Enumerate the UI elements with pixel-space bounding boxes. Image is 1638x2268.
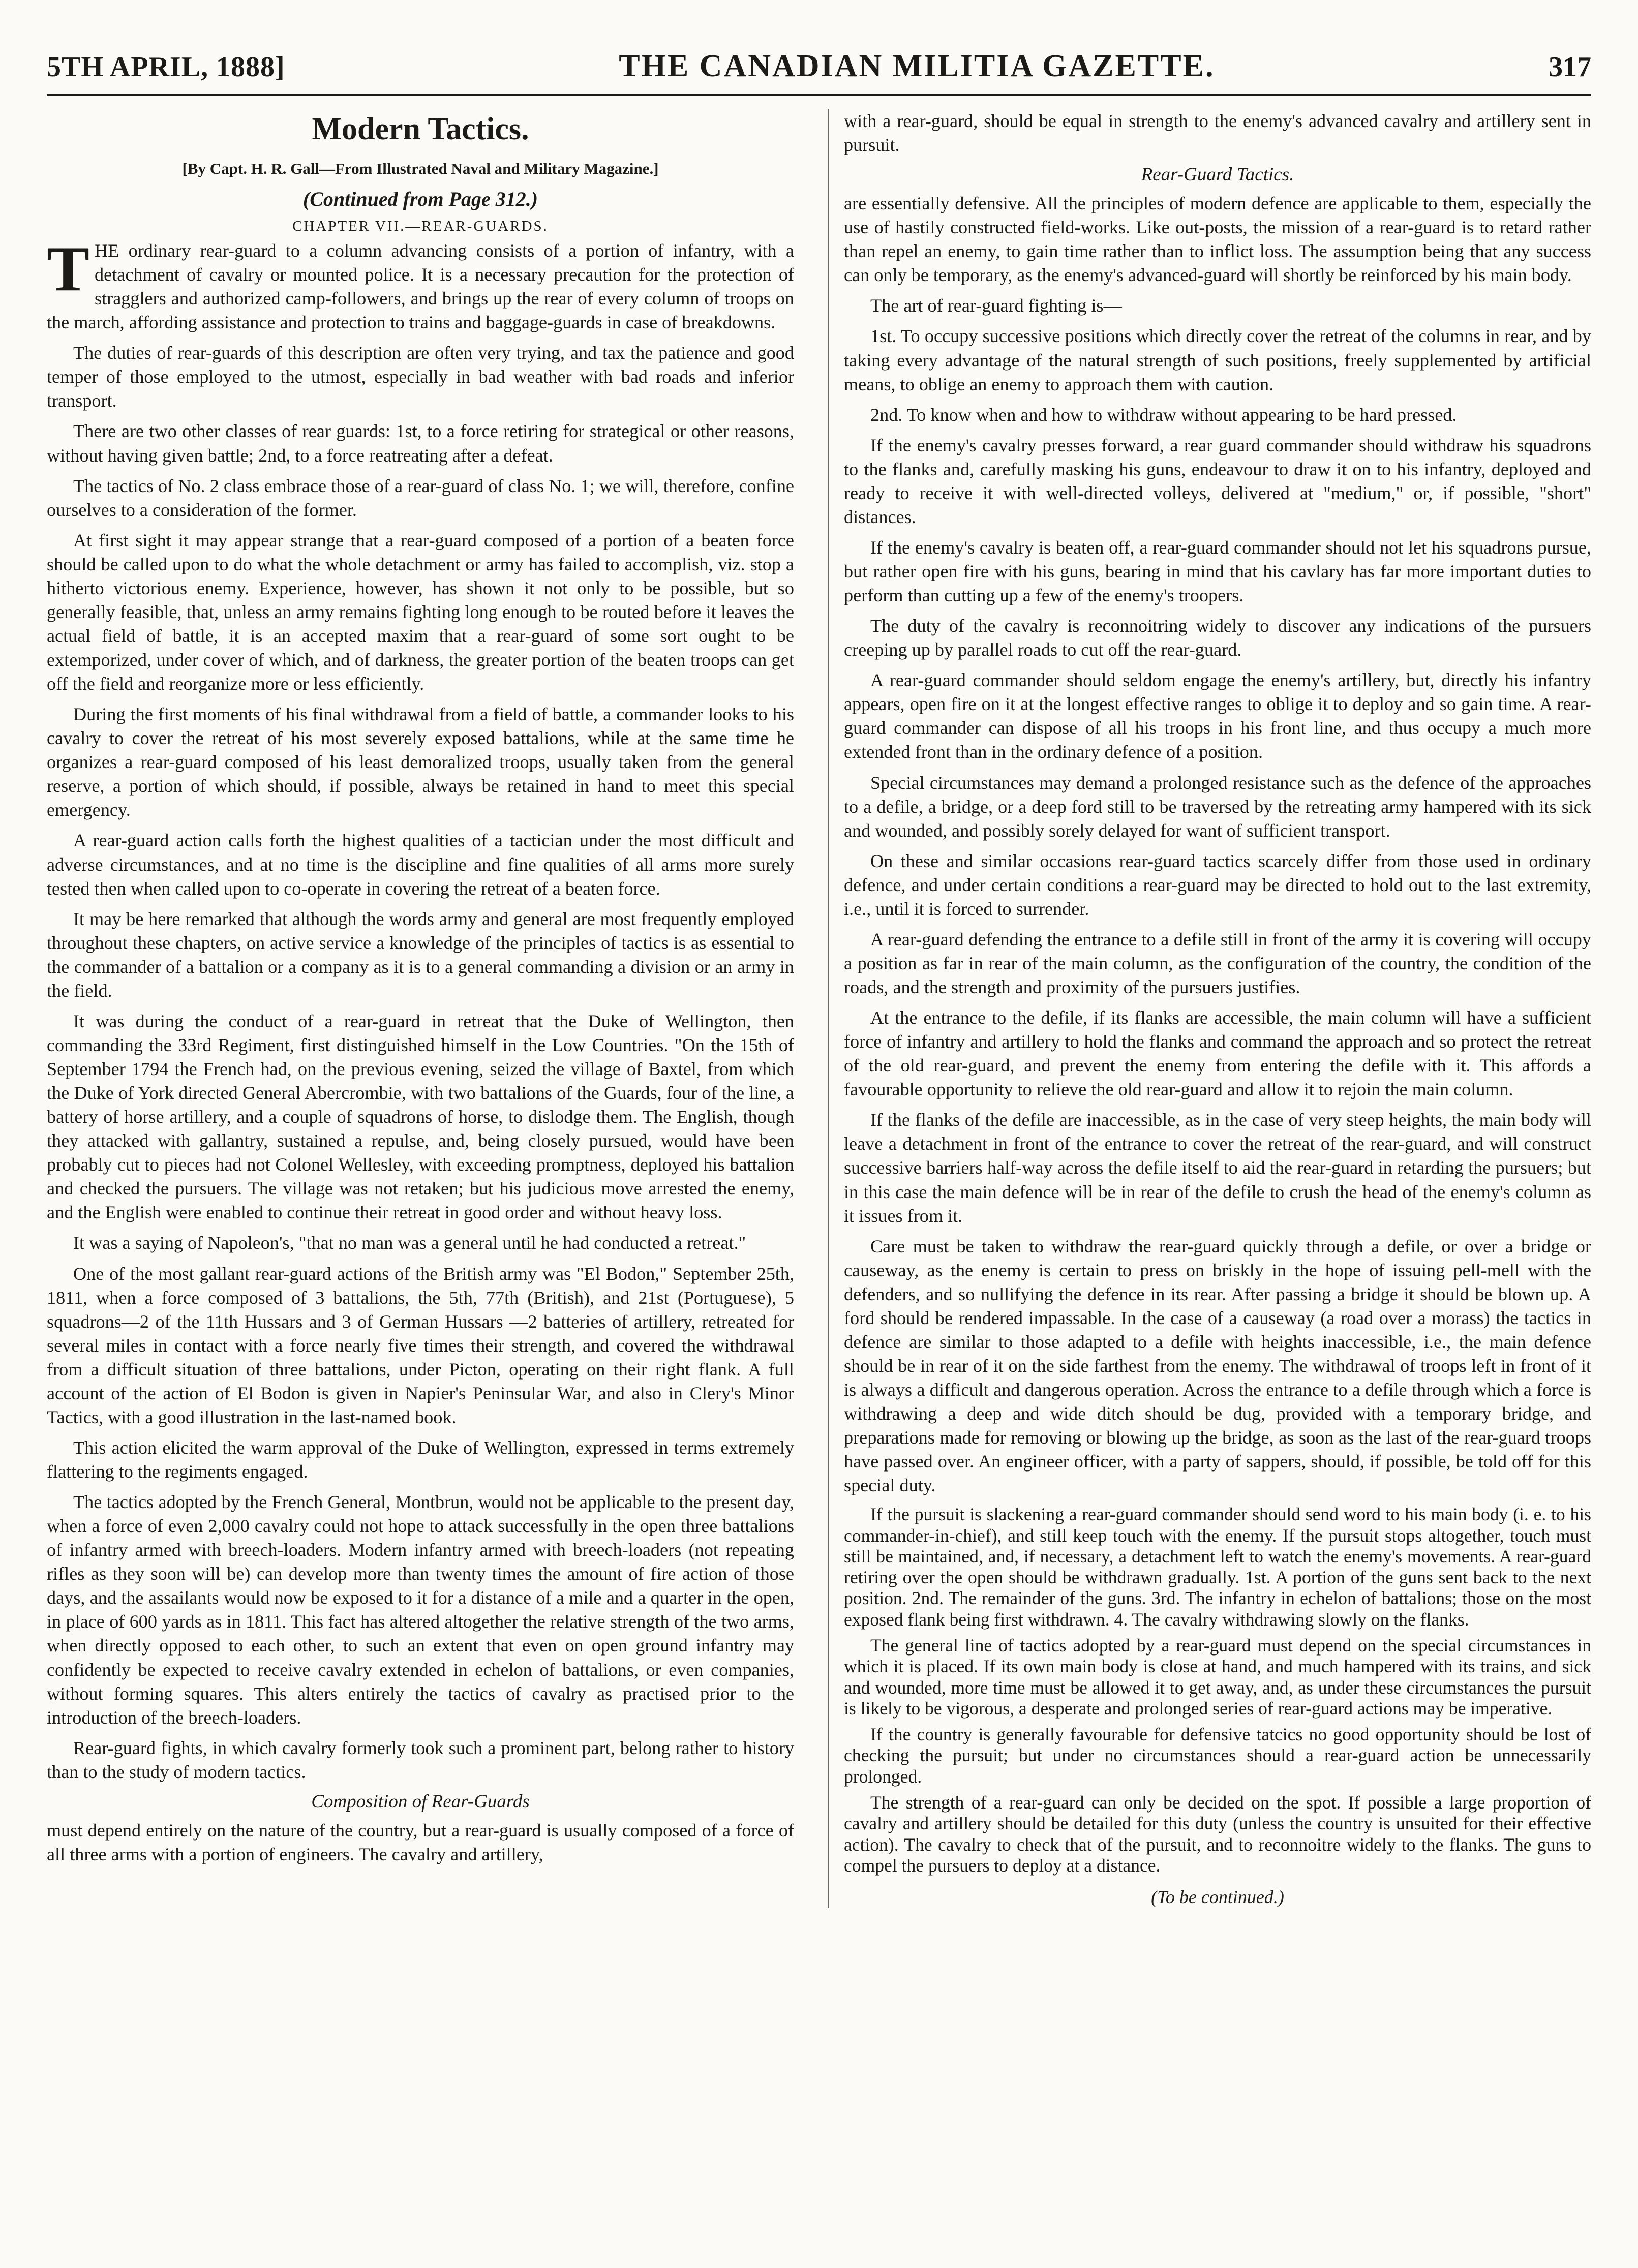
article-paragraph: At the entrance to the defile, if its flanks are accessible, the main column will have a sufficient force of infantry and artillery to hold the flanks and command the approach and so protect the retreat of the old rear-guard, and prevent the enemy from entering the defile with it. This affords a favourable opportunity to relieve the old rear-guard and allow it to rejoin the main column. [844, 1007, 1591, 1100]
column-right-body [844, 192, 1591, 1876]
article-paragraph: At first sight it may appear strange that a rear-guard composed of a portion of a beaten force should be called upon to do what the whole detachment or army has failed to accomplish, viz. stop a hitherto victorious enemy. Experience, however, has shown it not only to be possible, but so generally feasible, that, unless an army remains fighting long enough to be routed before it leaves the actual field of battle, it is an accepted maxim that a rear-guard of some sort ought to be extemporized, under cover of which, and of darkness, the greater portion of the beaten troops can get off the field and reorganize more or less efficiently. [47, 530, 794, 694]
column-right-intro: with a rear-guard, should be equal in strength to the enemy's advanced cavalry and artillery sent in pursuit. [844, 111, 1591, 156]
issue-date: 5TH APRIL, 1888] [47, 51, 285, 83]
article-paragraph: 2nd. To know when and how to withdraw without appearing to be hard pressed. [870, 404, 1457, 425]
article-paragraph: It may be here remarked that although the words army and general are most frequently employed throughout these chapters, on active service a knowledge of the principles of tactics is as essential to the commander of a battalion or a company as it is to a general commanding a division or an army in the field. [47, 908, 794, 1001]
article-title: Modern Tactics. [312, 112, 529, 146]
to-be-continued: (To be continued.) [1151, 1887, 1284, 1908]
page-number: 317 [1548, 51, 1591, 83]
article-paragraph: A rear-guard defending the entrance to a defile still in front of the army it is covering will occupy a position as far in rear of the main column, as the configuration of the country, the condition of the roads, and the strength and proximity of the pursuers justifies. [844, 929, 1591, 997]
article-paragraph: The duties of rear-guards of this description are often very trying, and tax the patience and good temper of those employed to the utmost, especially in bad weather with bad roads and inferior transport. [47, 343, 794, 411]
article-paragraph: If the pursuit is slackening a rear-guard commander should send word to his main body (i. e. to his commander-in-chief), and still keep touch with the enemy. If the pursuit stops altogether, touch must still be maintained, and, if necessary, a detachment left to watch the enemy's movements. A rear-guard retiring over the open should be withdrawn gradually. 1st. A portion of the guns sent back to the next position. 2nd. The remainder of the guns. 3rd. The infantry in echelon of battalions; those on the most exposed flank being first withdrawn. 4. The cavalry withdrawing slowly on the flanks. [844, 1504, 1591, 1630]
article-paragraph: On these and similar occasions rear-guard tactics scarcely differ from those used in ordinary defence, and under certain conditions a rear-guard may be directed to hold out to the last extremity, i.e., until it is forced to surrender. [844, 850, 1591, 919]
article-paragraph: Special circumstances may demand a prolonged resistance such as the defence of the approaches to a defile, a bridge, or a deep ford still to be traversed by the retreating army hampered with its sick and wounded, and possibly sorely delayed for want of sufficient transport. [844, 772, 1591, 841]
article-paragraph: A rear-guard action calls forth the highest qualities of a tactician under the most difficult and adverse circumstances, and at no time is the discipline and fine qualities of all arms more surely tested then when called upon to co-operate in covering the retreat of a beaten force. [47, 830, 794, 899]
article-paragraph [47, 234, 794, 334]
article-paragraph: 1st. To occupy successive positions which directly cover the retreat of the columns in rear, and by taking every advantage of the natural strength of such positions, freely supplemented by artificial means, to oblige an enemy to approach them with caution. [844, 326, 1591, 394]
article-paragraph: A rear-guard commander should seldom engage the enemy's artillery, but, directly his infantry appears, open fire on it at the longest effective ranges to oblige it to deploy and so gain time. A rear-guard commander can dispose of all his troops in his front line, and thus occupy a much more extended front than in the ordinary defence of a position. [844, 670, 1591, 762]
composition-text: must depend entirely on the nature of the country, but a rear-guard is usually composed of a force of all three arms with a portion of engineers. The cavalry and artillery, [47, 1820, 794, 1864]
article-paragraph: It was a saying of Napoleon's, "that no man was a general until he had conducted a retreat." [73, 1233, 746, 1253]
subhead-composition: Composition of Rear-Guards [311, 1791, 530, 1812]
article-paragraph: This action elicited the warm approval of the Duke of Wellington, expressed in terms extremely flattering to the regiments engaged. [47, 1437, 794, 1482]
article-columns [47, 109, 1591, 1908]
subhead-tactics: Rear-Guard Tactics. [1141, 164, 1294, 186]
article-paragraph: Rear-guard fights, in which cavalry formerly took such a prominent part, belong rather to history than to the study of modern tactics. [47, 1737, 794, 1782]
article-paragraph: There are two other classes of rear guards: 1st, to a force retiring for strategical or other reasons, without having given battle; 2nd, to a force reatreating after a defeat. [47, 421, 794, 466]
drop-cap: T [47, 234, 90, 304]
article-paragraph: If the flanks of the defile are inaccessible, as in the case of very steep heights, the main body will leave a detachment in front of the entrance to cover the retreat of the rear-guard, and will construct successive barriers half-way across the defile itself to aid the rear-guard in retarding the pursuers; but in this case the main defence will be in rear of the defile to crush the head of the enemy's column as it issues from it. [844, 1110, 1591, 1226]
article-paragraph: The art of rear-guard fighting is— [870, 295, 1122, 316]
article-paragraph: The tactics of No. 2 class embrace those of a rear-guard of class No. 1; we will, therefore, confine ourselves to a consideration of the former. [47, 475, 794, 520]
masthead [47, 48, 1591, 96]
article-paragraph: If the enemy's cavalry presses forward, a rear guard commander should withdraw his squadrons to the flanks and, carefully masking his guns, endeavour to draw it on to his infantry, deployed and ready to receive it with well-directed volleys, delivered at "medium," or, if possible, "short" distances. [844, 435, 1591, 527]
column-left-body [47, 234, 794, 1784]
column-left [47, 109, 794, 1908]
article-paragraph: One of the most gallant rear-guard actions of the British army was "El Bodon," September 25th, 1811, when a force composed of 3 battalions, the 5th, 77th (British), and 21st (Portuguese), 5 squadrons—2 of the 11th Hussars and 3 of German Hussars —2 batteries of artillery, retreated for several miles in contact with a force nearly five times their strength, and covered the withdrawal from a difficult situation of three battalions, under Picton, operating on their right flank. A full account of the action of El Bodon is given in Napier's Peninsular War, and also in Clery's Minor Tactics, with a good illustration in the last-named book. [47, 1263, 794, 1427]
continued-note: (Continued from Page 312.) [302, 188, 538, 210]
article-paragraph: The duty of the cavalry is reconnoitring widely to discover any indications of the pursuers creeping up by parallel roads to cut off the rear-guard. [844, 616, 1591, 660]
article-paragraph: are essentially defensive. All the principles of modern defence are applicable to them, especially the use of hastily constructed field-works. Like out-posts, the mission of a rear-guard is to retard rather than repel an enemy, to gain time rather than to inflict loss. The assumption being that any success can only be temporary, as the enemy's advanced-guard will shortly be reinforced by his main body. [844, 193, 1591, 286]
article-paragraph: The tactics adopted by the French General, Montbrun, would not be applicable to the present day, when a force of even 2,000 cavalry could not hope to attack successfully in the open three battalions of infantry armed with breech-loaders. Modern infantry armed with breech-loaders (not repeating rifles as they soon will be) can develop more than twenty times the amount of fire action of those days, and the assailants would now be exposed to it for a distance of a mile and a quarter in the open, in place of 600 yards as in 1811. This fact has altered altogether the relative strength of the two arms, when directly opposed to each other, to such an extent that even on open ground infantry may confidently be expected to receive cavalry extended in echelon of battalions, or even companies, without forming squares. This alters entirely the tactics of cavalry as practised prior to the introduction of the breech-loaders. [47, 1492, 794, 1728]
column-right [828, 109, 1591, 1908]
article-paragraph: The general line of tactics adopted by a rear-guard must depend on the special circumstances in which it is placed. If its own main body is close at hand, and much hampered with its trains, and sick and wounded, more time must be allowed it to get away, and, as under these circumstances the pursuit is likely to be vigorous, a desperate and prolonged series of rear-guard actions may be imperative. [844, 1635, 1591, 1719]
chapter-heading: CHAPTER VII.—REAR-GUARDS. [292, 218, 549, 234]
article-paragraph: If the country is generally favourable for defensive tatcics no good opportunity should be lost of checking the pursuit; but under no circumstances should a rear-guard action be unnecessarily prolonged. [844, 1724, 1591, 1787]
article-paragraph: If the enemy's cavalry is beaten off, a rear-guard commander should not let his squadrons pursue, but rather open fire with his guns, bearing in mind that his cavlary has far more important duties to perform than cutting up a few of the enemy's troopers. [844, 537, 1591, 606]
newspaper-title: THE CANADIAN MILITIA GAZETTE. [619, 49, 1215, 83]
article-paragraph: The strength of a rear-guard can only be decided on the spot. If possible a large proportion of cavalry and artillery should be detailed for this duty (unless the country is unsuited for their effective action). The cavalry to check that of the pursuit, and to reconnoitre widely to the flanks. The guns to compel the pursuers to deploy at a distance. [844, 1792, 1591, 1876]
article-byline: [By Capt. H. R. Gall—From Illustrated Naval and Military Magazine.] [182, 160, 659, 177]
first-paragraph-text: HE ordinary rear-guard to a column advancing consists of a portion of infantry, with a detachment of cavalry or mounted police. It is a necessary precaution for the protection of stragglers and authorized camp-followers, and brings up the rear of every column of troops on the march, affording assistance and protection to trains and baggage-guards in case of breakdowns. [47, 240, 794, 333]
article-paragraph: It was during the conduct of a rear-guard in retreat that the Duke of Wellington, then commanding the 33rd Regiment, first distinguished himself in the Low Countries. "On the 15th of September 1794 the French had, on the previous evening, seized the village of Baxtel, from which the Duke of York directed General Abercrombie, with two battalions of the Guards, four of the line, a battery of horse artillery, and a couple of squadrons of horse, to dislodge them. The English, though they attacked with gallantry, sustained a repulse, and, being closely pursued, would have been probably cut to pieces had not Colonel Wellesley, with exceeding promptness, deployed his battalion and checked the pursuers. The village was not retaken; but his judicious move arrested the enemy, and the English were enabled to continue their retreat in good order and without heavy loss. [47, 1010, 794, 1223]
article-paragraph: Care must be taken to withdraw the rear-guard quickly through a defile, or over a bridge or causeway, as the enemy is certain to press on briskly in the hope of issuing pell-mell with the defenders, and so nullifying the defence in its rear. After passing a bridge it should be blown up. A ford should be rendered impassable. In the case of a causeway (a road over a morass) the tactics in defence are similar to those adapted to a defile with heights inaccessible, i.e., the main defence should be in rear of it on the side farthest from the enemy. The withdrawal of troops left in front of it is always a difficult and dangerous operation. Across the entrance to a defile through which a force is withdrawing a deep and wide ditch should be dug, provided with a temporary bridge, and preparations made for removing or blowing up the bridge, as soon as the last of the rear-guard troops have passed over. An engineer officer, with a party of sappers, should, if possible, be told off for this special duty. [844, 1236, 1591, 1496]
article-paragraph: During the first moments of his final withdrawal from a field of battle, a commander looks to his cavalry to cover the retreat of his most severely exposed battalions, while at the same time he organizes a rear-guard composed of his least demoralized troops, usually taken from the general reserve, a portion of which should, if possible, always be retained in hand to meet this special emergency. [47, 704, 794, 820]
